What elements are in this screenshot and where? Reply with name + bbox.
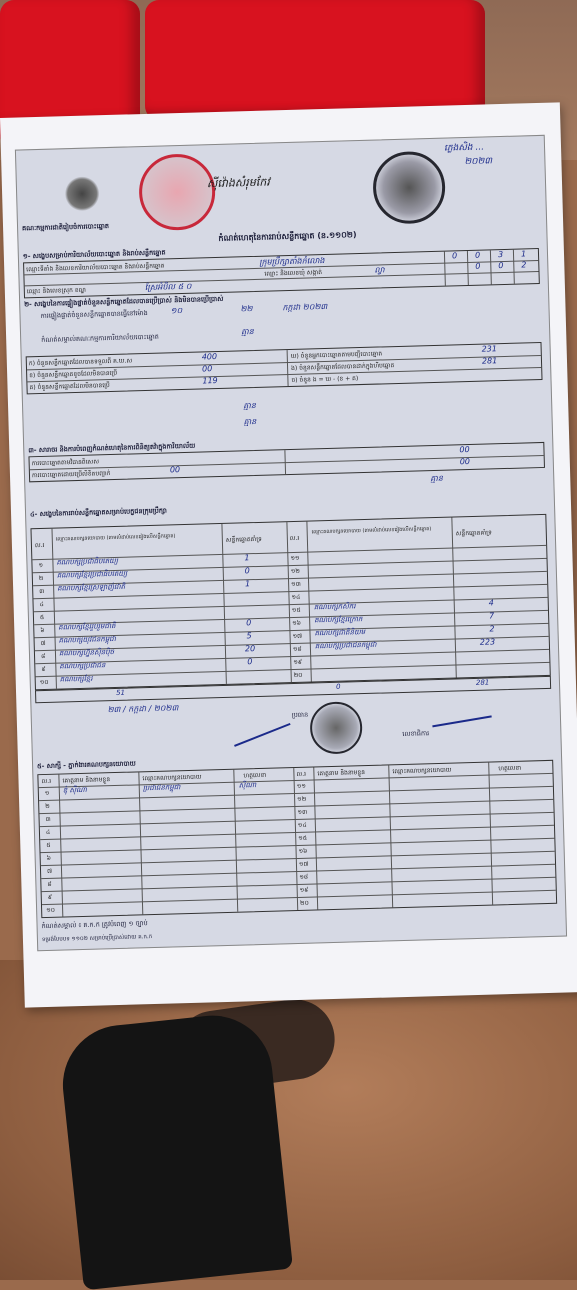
col-votes-header-right: សន្លឹកឆ្នោតគាំទ្រ (455, 529, 492, 538)
row-a-value: 400 (201, 352, 218, 362)
section3-heading: ៣- សារាចរ និងការបំពេញកំណត់ហេតុនៃការពិនិត្យតវ៉ាក្នុងការិយាល័យ (28, 441, 196, 455)
col-party-header-right: ឈ្មោះគណបក្សនយោបាយ (តាមលំដាប់លេខរៀងលើសន្លឹកឆ្នោត) (311, 526, 432, 536)
party-row-no: ១៣ (291, 580, 301, 589)
party-row-name: គណបក្សខ្មែររួបរួមជាតិ (58, 621, 116, 632)
row-e-value: 281 (481, 356, 498, 366)
district-label: ឈ្មោះ និងលេខស្រុក ខណ្ឌ (26, 286, 87, 296)
commune-code-3: 2 (521, 260, 527, 270)
national-emblem-icon (65, 176, 100, 211)
witness-col-no-right: ល.រ (296, 770, 307, 778)
commission-name: គណៈកម្មការជាតិរៀបចំការបោះឆ្នោត (21, 222, 110, 233)
col-no-header-right: ល.រ (289, 534, 300, 543)
party-row-name: គណបក្ស​ប្រជាជន (59, 661, 106, 671)
witness-row-no: ១០ (46, 906, 56, 915)
party-row-name: គណបក្សខ្មែរប្រជាធិបតេយ្យ (56, 569, 128, 580)
party-row-no: ១៩ (293, 658, 303, 667)
party-row-no: ២ (38, 574, 44, 583)
footer-code: ទម្រង់បែបបទ ១១០២ សម្រាប់ប្រើប្រាស់ដោយ គ.ក.ក (41, 934, 153, 944)
witness-row-no: ១៣ (297, 808, 308, 816)
election-commission-seal (372, 151, 446, 225)
party-row-votes: 4 (488, 598, 494, 608)
witness-row-no: ១៥ (298, 834, 308, 842)
witness-row-no: ១១ (296, 782, 306, 790)
certificate-vote-value: 00 (169, 465, 181, 475)
witness-row-no: ១៩ (299, 886, 309, 894)
witness-row-no: ១៤ (297, 821, 307, 829)
col-votes-header: សន្លឹកឆ្នោតគាំទ្រ (225, 535, 263, 544)
month-year-value: កក្កដា ២០២៣ (282, 301, 328, 313)
day-value: ២២ (240, 304, 253, 314)
witness-row-no: ៦ (46, 854, 52, 862)
witness-table (37, 760, 557, 918)
witness-row-no: ១៦ (298, 847, 308, 855)
form-title: កំណត់ហេតុនៃការរាប់សន្លឹកឆ្នោត (ន.១១០២) (218, 230, 357, 243)
certificate-vote-label: ការបោះឆ្នោតដោយប្រើលិខិតបញ្ជាក់ (31, 470, 111, 480)
row-b-label: ខ) ចំនួនសន្លឹកឆ្នោតខូចដែលមិនបានប្រើ (29, 369, 118, 380)
witness-row-no: ១៨ (299, 873, 309, 881)
party-row-votes: 5 (246, 631, 252, 641)
party-row-name: គណបក្សយុវជនកម្ពុជា (58, 634, 117, 645)
party-row-no: ៤ (39, 600, 44, 609)
witness-col-sign-right: ហត្ថលេខា (498, 764, 522, 773)
office-code-2: 0 (474, 250, 481, 260)
section4-heading: ៤- សង្ខេបនៃការរាប់សន្លឹកឆ្នោតសម្រាប់បេក្ខជនក្រុមប្រឹក្សា (29, 506, 168, 519)
col-party-header: ឈ្មោះគណបក្សនយោបាយ (តាមលំដាប់លេខរៀងលើសន្លឹកឆ្នោត) (55, 533, 176, 543)
party-row-no: ១១ (290, 554, 300, 563)
form-paper (0, 102, 577, 1007)
witness-col-name: គោត្តនាម និងនាមខ្លួន (62, 776, 111, 785)
witness-col-name-right: គោត្តនាម និងនាមខ្លួន (317, 769, 366, 778)
party-row-votes: 2 (489, 624, 495, 634)
top-right-note: ភ្លេងសិង ... (443, 142, 485, 154)
witness-row-no: ៥ (46, 841, 51, 849)
witness-col-party: ឈ្មោះគណបក្សនយោបាយ (142, 773, 202, 783)
row-b-value: 00 (201, 364, 213, 374)
party-row-name: គណបក្សខ្មែរ (59, 674, 93, 684)
vote-count-table (30, 514, 550, 690)
witness-row-no: ១២ (297, 795, 307, 803)
section2-heading: ២- សង្ខេបនៃការផ្ទៀងផ្ទាត់ចំនួនសន្លឹកឆ្នោតដែលបានប្រើប្រាស់ និងមិនបានប្រើប្រាស់ (24, 294, 224, 309)
party-row-no: ១២ (290, 567, 300, 576)
party-row-no: ៧ (40, 639, 46, 648)
witness-row-no: ៩ (47, 893, 53, 901)
section3-note-value: គ្មាន (430, 473, 444, 484)
total-invalid-value: 0 (335, 682, 341, 691)
party-row-name: គណបក្ស​ហ្វ៊ុនស៊ិនប៉ិច (58, 648, 115, 658)
time-value: ១០ (170, 305, 183, 316)
special-vote-label: ការបោះឆ្នោតតាមវិធានពិសេស (31, 458, 100, 468)
party-row-no: ១៤ (291, 593, 301, 602)
red-seal-stamp (138, 153, 216, 231)
party-row-no: ៥ (39, 613, 45, 622)
witness-col-sign: ហត្ថលេខា (243, 771, 267, 780)
party-row-no: ១៧ (292, 632, 303, 641)
party-row-name: គណបក្សប្រជាជនកម្ពុជា (314, 640, 377, 651)
witness-row-no: ៤ (45, 828, 51, 836)
witness-row-no: ១ (44, 789, 50, 798)
note1-value: គ្មាន (243, 400, 256, 411)
result-label: កំណត់សម្គាល់គណៈកម្មការការិយាល័យបោះឆ្នោត (41, 332, 159, 344)
witness-row-no: ២ (45, 802, 50, 811)
row-d-value: 231 (481, 344, 498, 354)
commune-label: ឈ្មោះ និងលេខឃុំ សង្កាត់ (264, 269, 323, 278)
witness-row-no: ៨ (47, 880, 52, 888)
party-row-votes: 7 (488, 611, 495, 621)
party-row-votes: 0 (244, 566, 250, 576)
party-row-name: គណបក្សជាតិនិយម (314, 628, 366, 638)
witness-party: ប្រជាជនកម្ពុជា (142, 783, 181, 793)
total-all-value: 281 (475, 678, 490, 687)
party-row-votes: 20 (244, 644, 256, 654)
commune-code-2: 0 (498, 261, 504, 271)
witness-row-no: ៧ (46, 867, 53, 875)
party-row-name: គណបក្សខ្មែរ​ក្រោក (314, 615, 363, 625)
witness-sign: ស៊ីណា (238, 781, 257, 790)
section2-table (26, 342, 543, 394)
witness-col-party-right: ឈ្មោះគណបក្សនយោបាយ (392, 766, 452, 776)
party-row-votes: 1 (244, 553, 250, 563)
red-chair-right (145, 0, 485, 120)
party-row-no: ៣ (39, 587, 45, 596)
row-a-label: ក) ចំនួនសន្លឹកឆ្នោតដែលបានទទួលពី គ.ឃ.ស (28, 357, 133, 368)
party-row-no: ១៦ (292, 619, 302, 628)
section5-heading: ៥- សាក្សី - ភ្នាក់ងារគណបក្សនយោបាយ (37, 759, 136, 771)
secretary-signature (432, 715, 491, 727)
col-no-header: ល.រ (34, 541, 45, 550)
commune-code-1: 0 (475, 261, 481, 271)
office-code-1: 0 (451, 251, 458, 261)
secretary-label: លេខាធិការ (402, 729, 430, 739)
witness-name: ឌុំ ស៊ីណា (62, 785, 88, 795)
party-row-votes: 1 (244, 579, 251, 589)
party-row-name: គណបក្សប្រជាធិបតេយ្យ (56, 556, 118, 567)
party-row-votes: 0 (247, 657, 253, 667)
row-d-label: ឃ) ចំនួនអ្នកបោះឆ្នោតតាមបញ្ជីបោះឆ្នោត (290, 350, 383, 360)
witness-row-no: ៣ (45, 815, 51, 823)
office-code-3: 3 (497, 250, 504, 260)
party-row-no: ៩ (41, 665, 46, 674)
top-right-date: ២០២៣ (464, 156, 493, 168)
printed-form (15, 135, 567, 951)
office-code-4: 1 (520, 249, 527, 259)
section1-heading: ១- សង្ខេបសម្រាប់ការិយាល័យបោះឆ្នោត និងរាប់សន្លឹកឆ្នោត (22, 248, 166, 261)
party-row-name: គណបក្សកសិករ (313, 602, 356, 612)
witness-col-no: ល.រ (41, 777, 52, 786)
party-row-no: ៦ (40, 626, 45, 635)
result-value: គ្មាន (240, 326, 254, 337)
section2-intro: ការផ្ទៀងផ្ទាត់ចំនួនសន្លឹកឆ្នោតបានធ្វើនៅម៉ោង (40, 308, 148, 320)
witness-row-no: ១៧ (298, 860, 309, 868)
row-f-label: ច) ចំនួន ង = ឃ - (ខ + គ) (291, 375, 359, 384)
certificate-vote-right-value: 00 (459, 457, 471, 467)
commune-value: ល្វា (374, 265, 385, 275)
district-value: ស្រែអំបិល ៥ ០ (144, 281, 192, 293)
special-vote-value: 00 (459, 445, 470, 455)
handwritten-stamp-text: ស៊ីវ៉ោងសំរុមកែវ (206, 175, 270, 191)
office-seal (309, 701, 362, 754)
signing-date: ២៣ / កក្កដា / ២០២៣ (107, 703, 179, 715)
party-row-no: ១០ (39, 678, 49, 687)
party-row-name: គណបក្សខ្មែរស្រឡាញ់ជាតិ (57, 582, 126, 593)
row-c-label: គ) ចំនួនសន្លឹកឆ្នោតដែលមិនបានប្រើ (29, 382, 110, 392)
office-value: ក្រុមប្រឹក្សាតាំងកំលោង (259, 255, 325, 267)
chairman-signature (234, 723, 291, 747)
total-valid-value: 51 (115, 688, 126, 697)
party-row-votes: 0 (246, 618, 252, 628)
office-label: ឈ្មោះទីតាំង និងលេខការិយាល័យបោះឆ្នោត និងរាប់សន្លឹកឆ្នោត (26, 262, 165, 274)
party-row-no: ៨ (40, 652, 46, 661)
party-row-no: ១ (38, 561, 44, 570)
note2-value: គ្មាន (243, 416, 257, 427)
row-e-label: ង) ចំនួនសន្លឹកឆ្នោតដែលបានដាក់ក្នុងហិបឆ្នោត (291, 362, 395, 372)
chairman-label: ប្រធាន (291, 710, 309, 720)
party-row-no: ១៥ (291, 606, 301, 615)
party-row-no: ២០ (293, 671, 303, 680)
party-row-votes: 223 (479, 637, 496, 647)
footer-note: កំណត់សម្គាល់ ៖ គ.ក.ក ត្រូវបំពេញ ១ ច្បាប់ (41, 919, 148, 931)
trouser-leg (57, 1010, 293, 1290)
party-row-no: ១៨ (292, 645, 302, 654)
witness-row-no: ២០ (299, 899, 309, 907)
row-c-value: 119 (202, 376, 218, 386)
